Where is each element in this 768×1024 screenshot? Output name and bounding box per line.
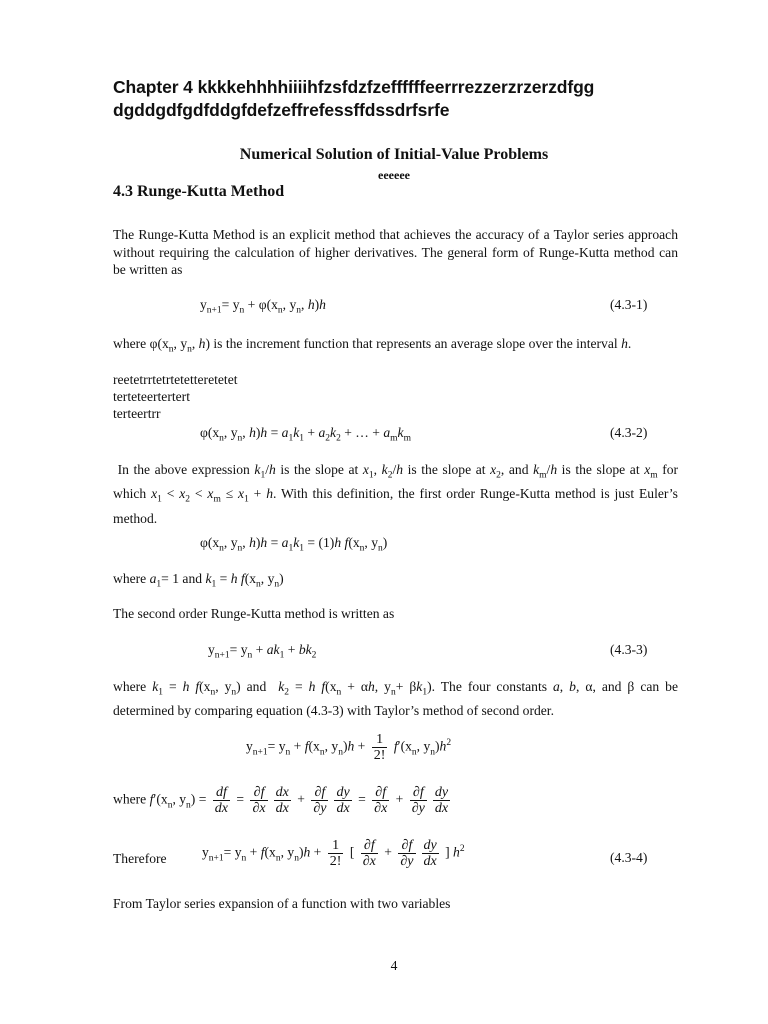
constants-paragraph: where $k_1 = h$ $f(x_n$, $y_n$) and $k_2 = h$ $f(x_n + \alpha h$, $y_n+ \beta k_1$). The four constants a, b, α, and β can be determined by comparing equation (4.3-3) with Taylor’s method of second order.	[113, 679, 678, 719]
therefore-label: Therefore	[113, 851, 167, 866]
page-number: 4	[390, 958, 398, 973]
derivative-equation: where $f'(x_n$, $y_n$) = $\frac{df}{dx}$ = $\frac{\partial f}{\partial x}$ $\frac{dx}{dx}$ + $\frac{\partial f}{\partial y}$ $\frac{dy}{dx}$ = $\frac{\partial f}{\partial x}$ + $\frac{\partial f}{\partial y}$ $\frac{dy}{dx}$	[113, 785, 449, 816]
stray-line: terteteertertert	[113, 389, 190, 404]
equation-number: (4.3-4)	[610, 850, 648, 865]
second-order-intro: The second order Runge-Kutta method is written as	[113, 606, 395, 621]
chapter-title: Chapter 4 kkkkehhhhiiiihfzsfdzfzeffffffeerrrezzerzrzerzdfgg dgddgdfgdfddgfdefzeffrefessffdssdrfsrfe	[113, 77, 595, 120]
increment-function-text: where $\varphi(x_n$, $y_n$, h) is the increment function that represents an average slope over the interval h.	[113, 336, 632, 355]
subheading: eeeeee	[378, 168, 410, 182]
equation-4-3-4: $y_{n+1}= y_n + f(x_n$, $y_n)h$ + $\frac{1}{2!}$ [ $\frac{\partial f}{\partial x}$ + $\frac{\partial f}{\partial y}$ $\frac{dy}{dx}$ ] $h^2$	[202, 838, 465, 869]
equation-number: (4.3-2)	[610, 425, 648, 440]
equation-4-3-2: $\varphi(x_n$, $y_n$, $h)h = a_1k_1 + a_2k_2$ + … + $a_mk_m$	[200, 425, 411, 444]
equation-number: (4.3-1)	[610, 297, 648, 312]
intro-paragraph: The Runge-Kutta Method is an explicit method that achieves the accuracy of a Taylor series approach without requiring the calculation of higher derivatives. The general form of Runge-Kutta method can be written as	[113, 227, 678, 278]
section-title: 4.3 Runge-Kutta Method	[113, 183, 285, 200]
euler-constants: where $a_1= 1$ and $k_1 = h$ $f(x_n$, $y_n$)	[113, 571, 284, 590]
taylor-two-variables-text: From Taylor series expansion of a function with two variables	[113, 896, 451, 911]
stray-line: reetetrrtetrtetetteretetet	[113, 372, 238, 387]
equation-number: (4.3-3)	[610, 642, 648, 657]
heading: Numerical Solution of Initial-Value Problems	[239, 146, 549, 163]
equation-4-3-1: $y_{n+1}= y_n + \varphi(x_n$, $y_n$, h)h	[200, 297, 326, 316]
taylor-second-order-equation: $y_{n+1}= y_n + f(x_n$, $y_n)h$ + $\frac{1}{2!}$ $f'(x_n$, $y_n)h^2$	[246, 732, 452, 763]
stray-line: terteertrr	[113, 406, 161, 421]
equation-4-3-3: $y_{n+1}= y_n + ak_1 + bk_2$	[208, 642, 317, 661]
slope-explanation: In the above expression $k_1/h$ is the slope at $x_1$, $k_2/h$ is the slope at $x_2$, and $k_m/h$ is the slope at $x_m$ for which $x_1 < x_2 < x_m \le x_1 + h$. With this definition, the first order Runge-Kutta method is just Euler’s method.	[113, 462, 679, 526]
euler-equation: $\varphi(x_n$, $y_n$, $h)h = a_1k_1 = (1)h$ $f(x_n$, $y_n$)	[200, 535, 388, 554]
